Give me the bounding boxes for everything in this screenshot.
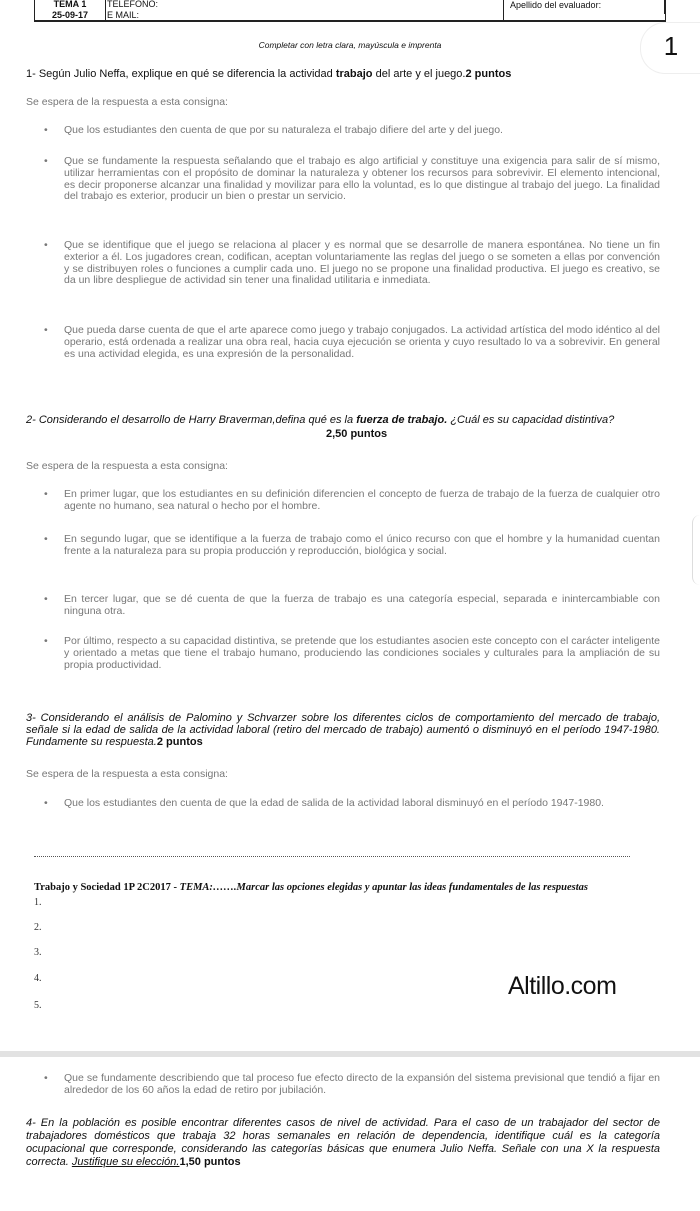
page-number: 1	[640, 22, 700, 74]
answer-sheet-instructions: TEMA:…….Marcar las opciones elegidas y apuntar las ideas fundamentales de las respuestas	[179, 882, 589, 893]
list-item-text: Que los estudiantes den cuenta de que por su naturaleza el trabajo difiere del arte y del juego.	[64, 124, 503, 136]
question-points: 2,50 puntos	[326, 428, 388, 440]
question-text: 2- Considerando el desarrollo de Harry Braverman,defina qué es la	[26, 414, 357, 426]
question-keyword: fuerza de trabajo.	[356, 414, 448, 426]
answer-number: 4.	[34, 973, 42, 984]
header-table	[34, 0, 666, 22]
list-item-text: Que los estudiantes den cuenta de que la edad de salida de la actividad laboral disminuyó en el período 1947-1980.	[64, 797, 604, 809]
question-text: 4- En la población es posible encontrar diferentes casos de nivel de actividad. Para el caso de un trabajador del sector de trabajadores domésticos que trabaja 32 horas semanales en relación de dependencia, identifique cuál es la categoría ocupacional que corresponde, considerando las categorías básicas que enumera Julio Neffa. Señale con una X la respuesta correcta.	[26, 1117, 660, 1168]
question-points: 2 puntos	[156, 736, 203, 748]
answer-number: 2.	[34, 922, 42, 933]
question-text: del arte y el juego.	[372, 68, 466, 80]
phone-label: TELÉFONO:	[107, 0, 159, 9]
list-item-text: Que se fundamente describiendo que tal proceso fue efecto directo de la expansión del sistema previsional que tendió a fijar en alrededor de los 60 años la edad de retiro por jubilación.	[64, 1072, 660, 1096]
list-item-text: En tercer lugar, que se dé cuenta de que la fuerza de trabajo es una categoría especial, separada e inintercambiable con ninguna otra.	[64, 593, 660, 617]
evaluator-label: Apellido del evaluador:	[510, 0, 602, 10]
question-text: 1- Según Julio Neffa, explique en qué se diferencia la actividad	[26, 68, 336, 80]
divider	[664, 0, 666, 14]
email-label: E MAIL:	[107, 10, 140, 20]
scrollbar[interactable]	[692, 515, 700, 585]
question-points: 1,50 puntos	[179, 1156, 241, 1168]
list-item: • Que se fundamente la respuesta señalando que el trabajo es algo artificial y constituye una exigencia para salir de sí mismo, utilizar herramientas con el propósito de dominar la naturaleza y obtener los recursos para sobrevivir. El elemento intencional, es decir proponerse alcanzar una finalidad y movilizar para ello la voluntad, es lo que distingue al trabajo del juego. La finalidad del trabajo es exterior, producir un bien o prestar un servicio.	[44, 155, 660, 203]
expected-label: Se espera de la respuesta a esta consigna:	[26, 96, 228, 108]
list-item: • Que se identifique que el juego se relaciona al placer y es normal que se desarrolle de manera espontánea. No tiene un fin exterior a él. Los jugadores crean, codifican, aceptan voluntariamente las reglas del juego o se someten a ellas por convención y se distribuyen roles o funciones a cumplir cada uno. El juego no se propone una finalidad productiva. El juego es creativo, se da un libre despliegue de actividad sin tener una finalidad utilitaria e inmediata.	[44, 239, 660, 287]
answer-number: 1.	[34, 897, 42, 908]
dotted-divider	[34, 856, 630, 857]
list-item: • En primer lugar, que los estudiantes en su definición diferencien el concepto de fuerza de trabajo de la fuerza de cualquier otro agente no humano, sea natural o hecho por el hombre.	[44, 488, 660, 512]
question-keyword: trabajo	[335, 68, 373, 80]
expected-label: Se espera de la respuesta a esta consigna:	[26, 768, 228, 780]
evaluator-cell	[503, 0, 665, 20]
exam-date: 25-09-17	[51, 10, 89, 20]
list-item-text: Que se fundamente la respuesta señalando que el trabajo es algo artificial y constituye una exigencia para salir de sí mismo, utilizar herramientas con el propósito de dominar la naturaleza y obtener los recursos para sobrevivir. El elemento intencional, es decir proponerse alcanzar una finalidad y movilizar para ello la voluntad, es lo que distingue al trabajo del juego. La finalidad del trabajo es exterior, producir un bien o prestar un servicio.	[64, 155, 660, 203]
question-text: 3- Considerando el análisis de Palomino y Schvarzer sobre los diferentes ciclos de comportamiento del mercado de trabajo, señale si la edad de salida de la actividad laboral (retiro del mercado de trabajo) aumentó o disminuyó en el período 1947-1980. Fundamente su respuesta.	[26, 712, 660, 748]
question-3	[26, 712, 660, 748]
tema-label: TEMA 1	[53, 0, 87, 9]
answer-sheet-title	[34, 882, 674, 893]
question-justify: Justifique su elección.	[71, 1156, 180, 1168]
list-item: • Por último, respecto a su capacidad distintiva, se pretende que los estudiantes asocien este concepto con el carácter inteligente y orientado a metas que tiene el trabajo humano, produciendo las condiciones sociales y culturales para la ampliación de su propia productividad.	[44, 635, 660, 671]
list-item: • Que se fundamente describiendo que tal proceso fue efecto directo de la expansión del sistema previsional que tendió a fijar en alrededor de los 60 años la edad de retiro por jubilación.	[44, 1072, 660, 1096]
instruction-note: Completar con letra clara, mayúscula e imprenta	[258, 40, 442, 50]
list-item: • Que pueda darse cuenta de que el arte aparece como juego y trabajo conjugados. La actividad artística del modo idéntico al del operario, está ordenada a realizar una obra real, hacia cuya ejecución se orienta y cuyo resultado lo va a sobrevivir. En general es una actividad elegida, es una expresión de la personalidad.	[44, 324, 660, 360]
question-1	[26, 68, 660, 80]
list-item-text: Por último, respecto a su capacidad distintiva, se pretende que los estudiantes asocien este concepto con el carácter inteligente y orientado a metas que tiene el trabajo humano, produciendo las condiciones sociales y culturales para la ampliación de su propia productividad.	[64, 635, 660, 671]
list-item-text: En segundo lugar, que se identifique a la fuerza de trabajo como el único recurso con que el hombre y la humanidad cuentan frente a la naturaleza para su propia producción y reproducción, biológica y social.	[64, 533, 660, 557]
page-separator	[0, 1051, 700, 1057]
answer-number: 3.	[34, 947, 42, 958]
question-4	[26, 1117, 660, 1169]
list-item-text: En primer lugar, que los estudiantes en su definición diferencien el concepto de fuerza de trabajo de la fuerza de cualquier otro agente no humano, sea natural o hecho por el hombre.	[64, 488, 660, 512]
question-text: ¿Cuál es su capacidad distintiva?	[447, 414, 615, 426]
answer-sheet-course: Trabajo y Sociedad 1P 2C2017 -	[34, 882, 180, 893]
list-item: • En tercer lugar, que se dé cuenta de que la fuerza de trabajo es una categoría especial, separada e inintercambiable con ninguna otra.	[44, 593, 660, 617]
tema-cell	[35, 0, 106, 20]
list-item: • Que los estudiantes den cuenta de que por su naturaleza el trabajo difiere del arte y del juego.	[44, 124, 503, 136]
altillo-watermark: Altillo.com	[508, 972, 617, 1000]
answer-number: 5.	[34, 1000, 42, 1011]
question-points: 2 puntos	[465, 68, 512, 80]
list-item: • En segundo lugar, que se identifique a la fuerza de trabajo como el único recurso con que el hombre y la humanidad cuentan frente a la naturaleza para su propia producción y reproducción, biológica y social.	[44, 533, 660, 557]
question-2	[26, 414, 660, 440]
contact-cell	[107, 0, 497, 20]
list-item-text: Que pueda darse cuenta de que el arte aparece como juego y trabajo conjugados. La actividad artística del modo idéntico al del operario, está ordenada a realizar una obra real, hacia cuya ejecución se orienta y cuyo resultado lo va a sobrevivir. En general es una actividad elegida, es una expresión de la personalidad.	[64, 324, 660, 360]
list-item-text: Que se identifique que el juego se relaciona al placer y es normal que se desarrolle de manera espontánea. No tiene un fin exterior a él. Los jugadores crean, codifican, aceptan voluntariamente las reglas del juego o se someten a ellas por convención y se distribuyen roles o funciones a cumplir cada uno. El juego no se propone una finalidad productiva. El juego es creativo, se da un libre despliegue de actividad sin tener una finalidad utilitaria e inmediata.	[64, 239, 660, 287]
list-item: • Que los estudiantes den cuenta de que la edad de salida de la actividad laboral disminuyó en el período 1947-1980.	[44, 797, 604, 809]
expected-label: Se espera de la respuesta a esta consigna:	[26, 460, 228, 472]
